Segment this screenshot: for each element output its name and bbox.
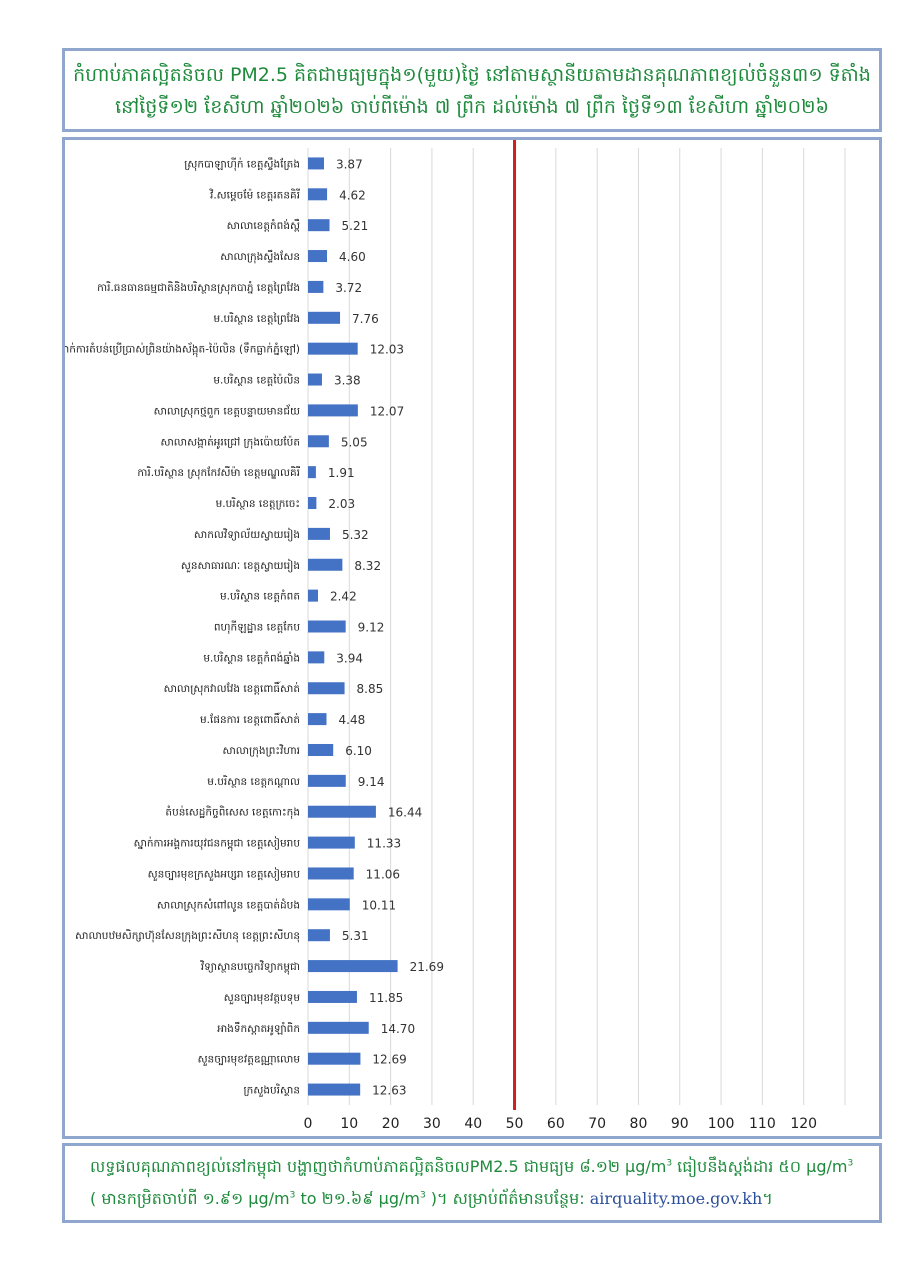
- bar-chart: [65, 140, 879, 1136]
- value-label-12: 5.32: [341, 527, 369, 542]
- footer-line-2: [90, 1188, 869, 1212]
- bar-30: [308, 1084, 360, 1096]
- category-label-19: សាលាក្រុងព្រះវិហារ: [222, 744, 300, 757]
- title-box: [62, 48, 882, 132]
- footer-line-1: [90, 1156, 869, 1180]
- category-label-16: ម.បរិស្ថាន ខេត្តកំពង់ឆ្នាំង: [203, 652, 300, 665]
- value-label-20: 9.14: [357, 774, 385, 789]
- value-label-4: 3.72: [335, 280, 363, 295]
- x-tick-label-10: 10: [340, 1116, 359, 1132]
- bar-24: [308, 898, 350, 910]
- bar-23: [308, 867, 354, 879]
- superscript: 3: [666, 1158, 673, 1169]
- bar-13: [308, 559, 342, 571]
- footer-text-1a: លទ្ធផលគុណភាពខ្យល់នៅកម្ពុជា បង្ហាញថាកំហាប់ភាគល្អិតនិចលPM2.5 ជាមធ្យម ៨.១២ µg/m: [90, 1157, 667, 1176]
- value-label-0: 3.87: [335, 157, 363, 172]
- value-label-6: 12.03: [369, 342, 405, 357]
- bar-17: [308, 682, 345, 694]
- value-label-1: 4.62: [339, 188, 366, 203]
- value-label-30: 12.63: [372, 1083, 407, 1098]
- bar-25: [308, 929, 330, 941]
- x-tick-label-120: 120: [790, 1116, 818, 1132]
- bar-28: [308, 1022, 369, 1034]
- bar-15: [308, 621, 346, 633]
- value-label-5: 7.76: [352, 311, 379, 326]
- footer-text-1b: ធៀបនឹងស្តង់ដារ ៥០ µg/m: [672, 1157, 848, 1176]
- category-label-17: សាលាស្រុកវាលវែង ខេត្តពោធិ៍សាត់: [163, 683, 300, 696]
- x-tick-label-110: 110: [749, 1116, 776, 1132]
- category-label-27: សួនច្បារមុខវត្តបទុម: [223, 991, 300, 1004]
- category-label-29: សួនច្បារមុខវត្តឧណ្ណាលោម: [197, 1053, 300, 1066]
- value-label-23: 11.06: [365, 867, 401, 882]
- bar-7: [308, 374, 322, 386]
- category-label-15: ពហុកីឡដ្ឋាន ខេត្តកែប: [213, 621, 300, 634]
- bar-2: [308, 219, 330, 231]
- superscript: 3: [289, 1190, 296, 1201]
- category-label-5: ម.បរិស្ថាន ខេត្តព្រៃវែង: [213, 312, 300, 325]
- x-tick-label-60: 60: [546, 1116, 565, 1132]
- value-label-11: 2.03: [328, 497, 356, 512]
- x-tick-label-30: 30: [423, 1116, 441, 1132]
- category-label-4: ការិ.ធនធានធម្មជាតិនិងបរិស្ថានស្រុកបាភ្នំ ខេត្តព្រៃវែង: [97, 281, 300, 294]
- x-tick-label-40: 40: [464, 1116, 483, 1132]
- category-label-20: ម.បរិស្ថាន ខេត្តកណ្ដាល: [207, 775, 300, 788]
- category-label-6: ស្នាក់ការតំបន់ប្រើប្រាស់ព្រិនយ៉ាងស័ង្កុត-ប៉ៃលិន (ទឹកធ្លាក់ភ្នំឡៅ): [65, 343, 300, 356]
- value-label-16: 3.94: [336, 651, 363, 666]
- bar-10: [308, 466, 316, 478]
- category-label-3: សាលាក្រុងស្ទឹងសែន: [220, 251, 300, 264]
- x-tick-label-50: 50: [505, 1116, 524, 1132]
- website-link[interactable]: airquality.moe.gov.kh: [589, 1189, 763, 1208]
- x-tick-label-100: 100: [707, 1116, 735, 1132]
- bar-11: [308, 497, 316, 509]
- category-label-21: តំបន់សេដ្ឋកិច្ចពិសេស ខេត្តកោះកុង: [165, 806, 300, 819]
- category-label-18: ម.ផែនការ ខេត្តពោធិ៍សាត់: [200, 714, 300, 727]
- category-label-8: សាលាស្រុកថ្មពួក ខេត្តបន្ទាយមានជ័យ: [153, 405, 300, 418]
- bar-4: [308, 281, 323, 293]
- chart-box: [62, 137, 882, 1139]
- category-label-10: ការិ.បរិស្ថាន ស្រុកកែវសីម៉ា ខេត្តមណ្ឌលគិរី: [137, 467, 300, 480]
- footer-text-2b: to ២១.៦៩ µg/m: [295, 1189, 420, 1208]
- bar-0: [308, 157, 324, 169]
- bar-3: [308, 250, 327, 262]
- bar-20: [308, 775, 346, 787]
- category-label-24: សាលាស្រុកសំពៅលូន ខេត្តបាត់ដំបង: [156, 899, 300, 912]
- value-label-29: 12.69: [372, 1052, 407, 1067]
- value-label-17: 8.85: [356, 682, 384, 697]
- bar-14: [308, 590, 318, 602]
- value-label-3: 4.60: [339, 250, 366, 265]
- bar-27: [308, 991, 357, 1003]
- category-label-0: ស្រុកបាឡាហ៊ីក់ ខេត្តស្ទឹងត្រែង: [184, 158, 300, 171]
- bar-26: [308, 960, 398, 972]
- bar-9: [308, 435, 329, 447]
- value-label-7: 3.38: [333, 373, 361, 388]
- value-label-27: 11.85: [368, 990, 404, 1005]
- value-label-19: 6.10: [345, 743, 372, 758]
- value-label-26: 21.69: [409, 960, 444, 975]
- category-label-30: ក្រសួងបរិស្ថាន: [243, 1084, 300, 1097]
- x-tick-label-0: 0: [303, 1116, 313, 1132]
- chart-title-line-2: នៅថ្ងៃទី១២ ខែសីហា ឆ្នាំ២០២៦ ចាប់ពីម៉ោង ៧ ព្រឹក ដល់ម៉ោង ៧ ព្រឹក ថ្ងៃទី១៣ ខែសីហា ឆ្នាំ២០២៦: [115, 96, 829, 118]
- value-label-18: 4.48: [338, 713, 366, 728]
- bar-12: [308, 528, 330, 540]
- category-label-22: ស្នាក់ការអង្គការយុវជនកម្ពុជា ខេត្តសៀមរាប: [133, 837, 300, 850]
- bar-6: [308, 343, 358, 355]
- value-label-13: 8.32: [354, 558, 382, 573]
- category-label-9: សាលាសង្កាត់អូរជ្រៅ ក្រុងប៉ោយប៉ែត: [160, 436, 300, 449]
- superscript: 3: [419, 1190, 426, 1201]
- footer-text-2d: ។: [762, 1189, 773, 1208]
- bar-18: [308, 713, 327, 725]
- superscript: 3: [847, 1158, 854, 1169]
- bar-1: [308, 188, 327, 200]
- category-label-1: វិ.សម្ដេចម៉ែ ខេត្តរតនគិរី: [210, 189, 300, 202]
- value-label-10: 1.91: [327, 466, 355, 481]
- category-label-7: ម.បរិស្ថាន ខេត្តប៉ៃលិន: [213, 374, 300, 387]
- bar-16: [308, 651, 324, 663]
- value-label-8: 12.07: [369, 404, 405, 419]
- value-label-25: 5.31: [341, 929, 369, 944]
- x-tick-label-90: 90: [670, 1116, 689, 1132]
- bar-19: [308, 744, 333, 756]
- x-tick-label-20: 20: [381, 1116, 400, 1132]
- category-label-25: សាលាបឋមសិក្សាហ៊ុនសែនក្រុងព្រះសីហនុ ខេត្តព្រះសីហនុ: [75, 930, 300, 943]
- x-axis-ticks: [304, 1116, 818, 1132]
- category-label-14: ម.បរិស្ថាន ខេត្តកំពត: [220, 590, 300, 603]
- category-label-23: សួនច្បារមុខក្រសួងអប្សរា ខេត្តសៀមរាប: [147, 868, 300, 881]
- category-label-26: វិទ្យាស្ថានបច្ចេកវិទ្យាកម្ពុជា: [200, 961, 300, 974]
- bar-5: [308, 312, 340, 324]
- category-label-12: សាកលវិទ្យាល័យស្វាយរៀង: [193, 528, 300, 541]
- value-label-21: 16.44: [387, 805, 423, 820]
- x-tick-label-70: 70: [588, 1116, 607, 1132]
- category-label-11: ម.បរិស្ថាន ខេត្តក្រចេះ: [215, 498, 300, 511]
- category-label-2: សាលាខេត្តកំពង់ស្ពឺ: [226, 220, 300, 233]
- category-label-13: សួនសាធារណៈ ខេត្តស្វាយរៀង: [180, 559, 300, 572]
- value-label-14: 2.42: [329, 589, 357, 604]
- footer-text-2c: )។ សម្រាប់ព័ត៌មានបន្ថែម:: [425, 1189, 590, 1208]
- value-label-2: 5.21: [341, 219, 369, 234]
- category-labels: [65, 156, 300, 1097]
- bar-22: [308, 837, 355, 849]
- footer-text-2a: ( មានកម្រិតចាប់ពី ១.៩១ µg/m: [90, 1189, 290, 1208]
- bar-8: [308, 404, 358, 416]
- value-label-9: 5.05: [340, 435, 368, 450]
- value-label-24: 10.11: [361, 898, 397, 913]
- bar-21: [308, 806, 376, 818]
- footer-box: [62, 1143, 882, 1223]
- chart-title-line-1: កំហាប់ភាគល្អិតនិចល PM2.5 គិតជាមធ្យមក្នុង១(មួយ)ថ្ងៃ នៅតាមស្ថានីយតាមដានគុណភាពខ្យល់ចំនួន៣១ ទីតាំង: [73, 64, 871, 86]
- value-label-15: 9.12: [357, 620, 385, 635]
- value-label-22: 11.33: [366, 836, 402, 851]
- value-label-28: 14.70: [380, 1021, 416, 1036]
- bar-29: [308, 1053, 360, 1065]
- category-label-28: អាងទឹកស្តាតអូឡាំពិក: [217, 1022, 300, 1035]
- x-tick-label-80: 80: [629, 1116, 648, 1132]
